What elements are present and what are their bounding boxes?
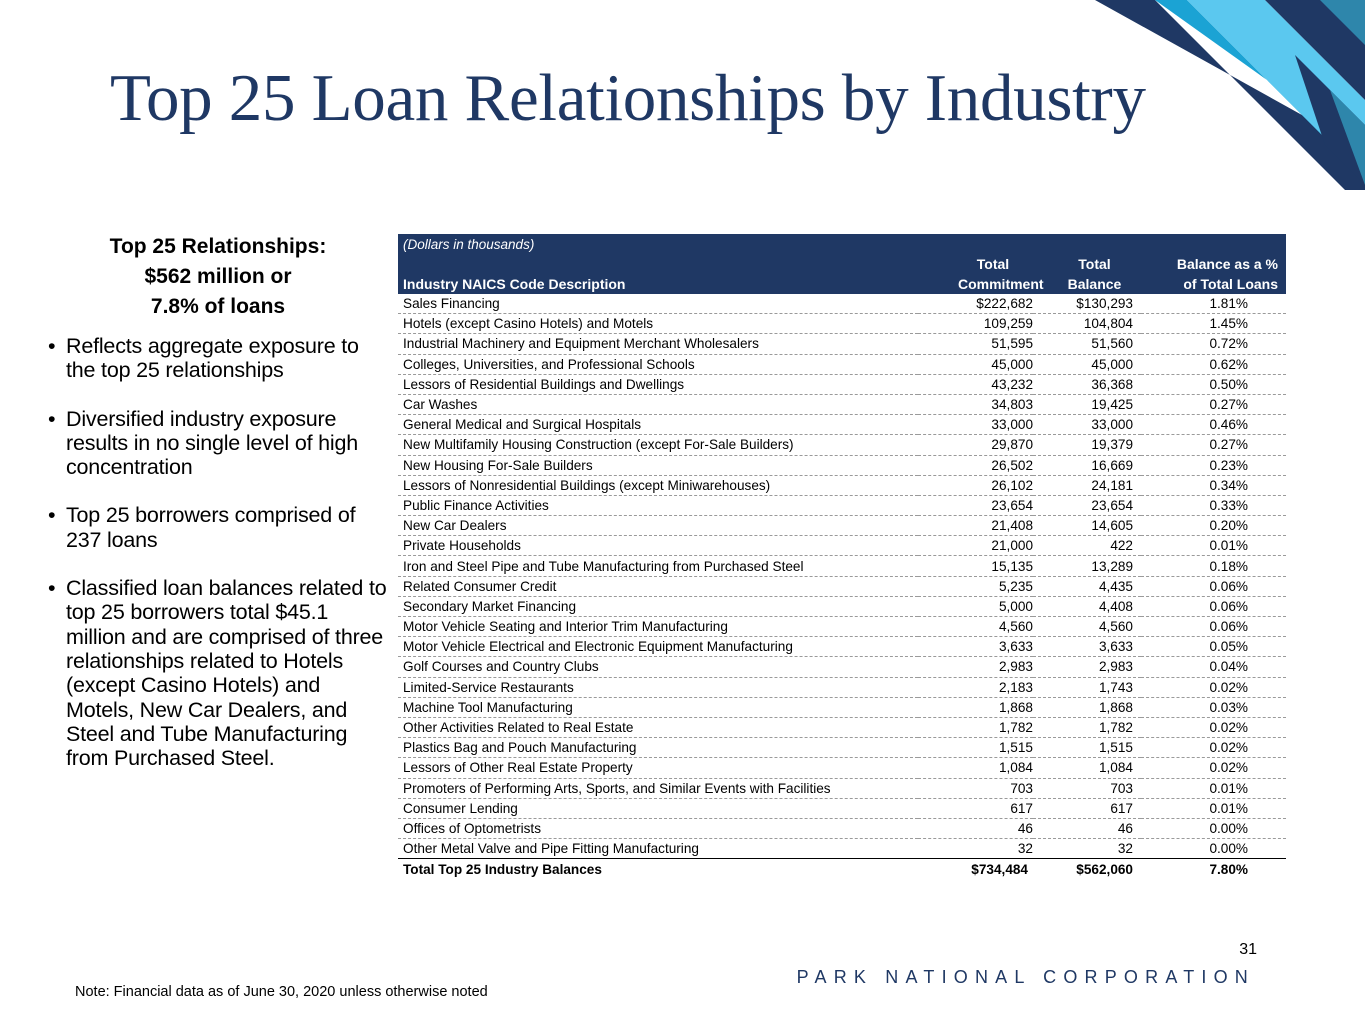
table-cell: Limited-Service Restaurants: [398, 677, 918, 697]
table-cell: Motor Vehicle Seating and Interior Trim Manufacturing: [398, 617, 918, 637]
table-cell: 51,595: [918, 334, 1033, 354]
header-cell: Balance as a %: [1141, 254, 1286, 274]
table-cell: 0.02%: [1141, 738, 1286, 758]
table-row: [398, 818, 1286, 838]
table-cell: 0.18%: [1141, 556, 1286, 576]
table-cell: 0.23%: [1141, 455, 1286, 475]
table-cell: 0.62%: [1141, 354, 1286, 374]
total-cell: $734,484: [918, 859, 1033, 880]
table-row: [398, 314, 1286, 334]
table-row: [398, 677, 1286, 697]
header-cell: of Total Loans: [1141, 274, 1286, 294]
table-caption: (Dollars in thousands): [398, 234, 1286, 254]
table-row: [398, 637, 1286, 657]
table-cell: 1.45%: [1141, 314, 1286, 334]
table-cell: 2,183: [918, 677, 1033, 697]
table-cell: 617: [1033, 798, 1141, 818]
table-row: [398, 536, 1286, 556]
table-total-row: [398, 859, 1286, 880]
table-cell: Lessors of Other Real Estate Property: [398, 758, 918, 778]
table-cell: 32: [1033, 839, 1141, 859]
table-cell: 0.01%: [1141, 798, 1286, 818]
table-cell: 21,408: [918, 516, 1033, 536]
table-cell: 45,000: [918, 354, 1033, 374]
table-cell: 0.02%: [1141, 717, 1286, 737]
table-cell: 0.05%: [1141, 637, 1286, 657]
table-cell: Colleges, Universities, and Professional Schools: [398, 354, 918, 374]
table-cell: 23,654: [918, 495, 1033, 515]
table-row: [398, 516, 1286, 536]
summary-panel: [48, 232, 393, 794]
table-cell: Motor Vehicle Electrical and Electronic Equipment Manufacturing: [398, 637, 918, 657]
table-cell: 1,782: [918, 717, 1033, 737]
table-cell: Lessors of Nonresidential Buildings (except Miniwarehouses): [398, 475, 918, 495]
table-cell: 15,135: [918, 556, 1033, 576]
table-cell: Private Households: [398, 536, 918, 556]
table-caption-row: [398, 234, 1286, 254]
table-cell: 19,425: [1033, 394, 1141, 414]
table-cell: 0.01%: [1141, 778, 1286, 798]
table-cell: 109,259: [918, 314, 1033, 334]
table-cell: 36,368: [1033, 374, 1141, 394]
table-cell: 23,654: [1033, 495, 1141, 515]
table-cell: 0.04%: [1141, 657, 1286, 677]
table-row: [398, 334, 1286, 354]
table-cell: General Medical and Surgical Hospitals: [398, 415, 918, 435]
table-row: [398, 455, 1286, 475]
bullet-item: • Diversified industry exposure results in no single level of high concentration: [48, 407, 393, 480]
table-row: [398, 657, 1286, 677]
table-cell: 0.00%: [1141, 839, 1286, 859]
table-row: [398, 475, 1286, 495]
table-cell: 0.34%: [1141, 475, 1286, 495]
table-cell: 2,983: [918, 657, 1033, 677]
table-row: [398, 354, 1286, 374]
header-cell: Total: [1033, 254, 1141, 274]
table-cell: 46: [1033, 818, 1141, 838]
table-row: [398, 556, 1286, 576]
table-cell: 1,084: [918, 758, 1033, 778]
table-cell: 26,502: [918, 455, 1033, 475]
table-row: [398, 617, 1286, 637]
table-cell: 16,669: [1033, 455, 1141, 475]
table-cell: 4,560: [1033, 617, 1141, 637]
table-body: [398, 294, 1286, 859]
table-row: [398, 294, 1286, 314]
bullet-item: • Classified loan balances related to top 25 borrowers total $45.1 million and are comprised of three relationships related to Hotels (except Casino Hotels) and Motels, New Car Dealers, and Steel and Tube Manufacturing from Purchased Steel.: [48, 576, 393, 770]
table-cell: 5,000: [918, 596, 1033, 616]
table-cell: Offices of Optometrists: [398, 818, 918, 838]
table-cell: $222,682: [918, 294, 1033, 314]
table-cell: 0.02%: [1141, 758, 1286, 778]
table-row: [398, 435, 1286, 455]
table-cell: 1,743: [1033, 677, 1141, 697]
table-cell: 1,515: [918, 738, 1033, 758]
table-cell: Promoters of Performing Arts, Sports, and Similar Events with Facilities: [398, 778, 918, 798]
table-cell: 5,235: [918, 576, 1033, 596]
table-row: [398, 778, 1286, 798]
table-cell: 617: [918, 798, 1033, 818]
table-cell: Car Washes: [398, 394, 918, 414]
table-cell: 4,435: [1033, 576, 1141, 596]
table-cell: 1,084: [1033, 758, 1141, 778]
table-cell: Consumer Lending: [398, 798, 918, 818]
table-cell: 32: [918, 839, 1033, 859]
table-cell: 2,983: [1033, 657, 1141, 677]
table-row: [398, 576, 1286, 596]
table-cell: 0.06%: [1141, 596, 1286, 616]
table-cell: Other Activities Related to Real Estate: [398, 717, 918, 737]
table-cell: New Housing For-Sale Builders: [398, 455, 918, 475]
footnote: Note: Financial data as of June 30, 2020 unless otherwise noted: [75, 984, 488, 1000]
page-title: Top 25 Loan Relationships by Industry: [110, 61, 1146, 135]
table-cell: 422: [1033, 536, 1141, 556]
table-cell: Plastics Bag and Pouch Manufacturing: [398, 738, 918, 758]
table-cell: 24,181: [1033, 475, 1141, 495]
table-cell: Public Finance Activities: [398, 495, 918, 515]
table-row: [398, 738, 1286, 758]
table-cell: 104,804: [1033, 314, 1141, 334]
table-cell: New Multifamily Housing Construction (except For-Sale Builders): [398, 435, 918, 455]
table-cell: 33,000: [918, 415, 1033, 435]
table-cell: 0.33%: [1141, 495, 1286, 515]
bullet-item: • Reflects aggregate exposure to the top 25 relationships: [48, 334, 393, 383]
summary-line-2: $562 million or: [144, 265, 292, 288]
table-cell: 3,633: [918, 637, 1033, 657]
header-cell: Total: [918, 254, 1033, 274]
table-row: [398, 697, 1286, 717]
table-cell: Machine Tool Manufacturing: [398, 697, 918, 717]
table-cell: 0.01%: [1141, 536, 1286, 556]
table-cell: 1,782: [1033, 717, 1141, 737]
table-cell: 0.27%: [1141, 394, 1286, 414]
header-cell: Balance: [1033, 274, 1141, 294]
table-cell: 0.02%: [1141, 677, 1286, 697]
table-row: [398, 758, 1286, 778]
table-header-row: [398, 274, 1286, 294]
table-row: [398, 839, 1286, 859]
company-name: PARK NATIONAL CORPORATION: [796, 967, 1255, 987]
table-cell: Hotels (except Casino Hotels) and Motels: [398, 314, 918, 334]
table-cell: 1,515: [1033, 738, 1141, 758]
table-cell: 0.00%: [1141, 818, 1286, 838]
header-cell: Industry NAICS Code Description: [398, 274, 918, 294]
table-cell: 13,289: [1033, 556, 1141, 576]
table-cell: 14,605: [1033, 516, 1141, 536]
table-cell: 4,560: [918, 617, 1033, 637]
table-cell: Lessors of Residential Buildings and Dwellings: [398, 374, 918, 394]
table-cell: New Car Dealers: [398, 516, 918, 536]
table-cell: 33,000: [1033, 415, 1141, 435]
table-cell: 43,232: [918, 374, 1033, 394]
table-row: [398, 717, 1286, 737]
table-cell: Secondary Market Financing: [398, 596, 918, 616]
table-cell: 46: [918, 818, 1033, 838]
table-cell: 0.46%: [1141, 415, 1286, 435]
table-cell: 51,560: [1033, 334, 1141, 354]
table-row: [398, 798, 1286, 818]
table-cell: Other Metal Valve and Pipe Fitting Manufacturing: [398, 839, 918, 859]
table-cell: 0.06%: [1141, 576, 1286, 596]
table-cell: 45,000: [1033, 354, 1141, 374]
table-cell: 19,379: [1033, 435, 1141, 455]
table-row: [398, 374, 1286, 394]
table-cell: 1,868: [918, 697, 1033, 717]
table-cell: 4,408: [1033, 596, 1141, 616]
table-cell: 0.50%: [1141, 374, 1286, 394]
table-row: [398, 415, 1286, 435]
table-cell: 0.27%: [1141, 435, 1286, 455]
table-cell: 26,102: [918, 475, 1033, 495]
table-cell: 0.03%: [1141, 697, 1286, 717]
table-cell: 1,868: [1033, 697, 1141, 717]
table-cell: 29,870: [918, 435, 1033, 455]
header-cell: [398, 254, 918, 274]
table-cell: Iron and Steel Pipe and Tube Manufacturing from Purchased Steel: [398, 556, 918, 576]
summary-line-3: 7.8% of loans: [150, 295, 286, 318]
table-cell: 21,000: [918, 536, 1033, 556]
table-cell: 0.06%: [1141, 617, 1286, 637]
table-cell: Industrial Machinery and Equipment Merchant Wholesalers: [398, 334, 918, 354]
table-cell: Sales Financing: [398, 294, 918, 314]
table-cell: 703: [918, 778, 1033, 798]
table-cell: 34,803: [918, 394, 1033, 414]
table-cell: Related Consumer Credit: [398, 576, 918, 596]
total-cell: 7.80%: [1141, 859, 1286, 880]
table-cell: 3,633: [1033, 637, 1141, 657]
total-cell: Total Top 25 Industry Balances: [398, 859, 918, 880]
loan-table: [398, 234, 1286, 879]
table-row: [398, 495, 1286, 515]
table-cell: $130,293: [1033, 294, 1141, 314]
total-cell: $562,060: [1033, 859, 1141, 880]
page-number: 31: [1239, 941, 1257, 958]
table-cell: 0.72%: [1141, 334, 1286, 354]
table-header-row: [398, 254, 1286, 274]
header-cell: Commitment: [918, 274, 1033, 294]
table-row: [398, 394, 1286, 414]
table-cell: 0.20%: [1141, 516, 1286, 536]
table-cell: Golf Courses and Country Clubs: [398, 657, 918, 677]
table-cell: 1.81%: [1141, 294, 1286, 314]
bullet-item: • Top 25 borrowers comprised of 237 loans: [48, 503, 393, 552]
summary-heading: [48, 232, 388, 322]
bullet-list: [48, 334, 393, 770]
summary-line-1: Top 25 Relationships:: [109, 235, 327, 258]
table-cell: 703: [1033, 778, 1141, 798]
table-row: [398, 596, 1286, 616]
